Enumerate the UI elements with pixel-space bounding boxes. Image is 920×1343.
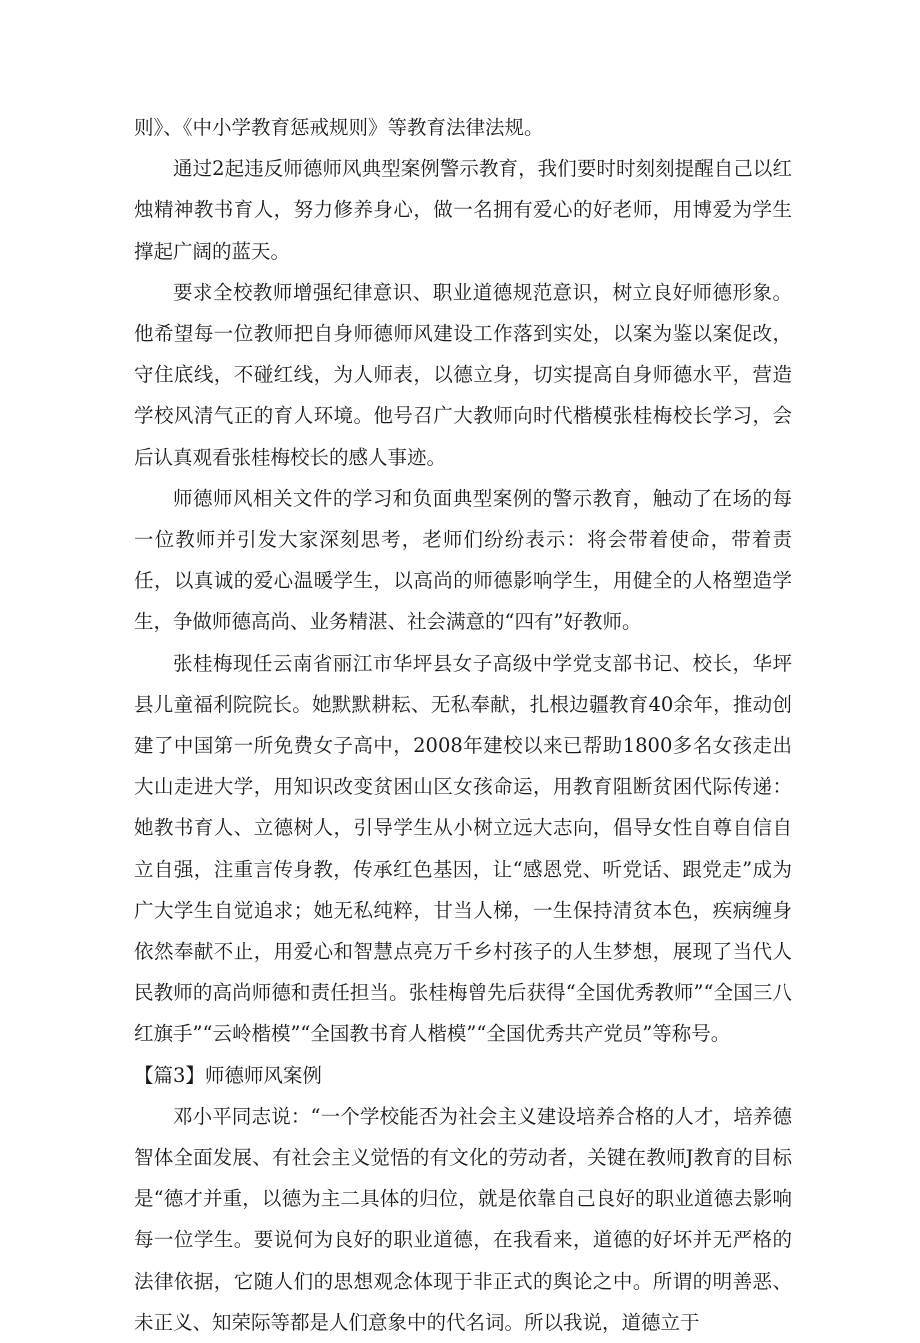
paragraph-case-warning: 通过2起违反师德师风典型案例警示教育，我们要时时刻刻提醒自己以红烛精神教书育人，努力修养身心，做一名拥有爱心的好老师，用博爱为学生撑起广阔的蓝天。 — [134, 157, 792, 263]
document-body — [134, 107, 792, 1343]
paragraph-deng-xiaoping-quote: 邓小平同志说：“一个学校能否为社会主义建设培养合格的人才，培养德智体全面发展、有社会主义觉悟的有文化的劳动者，关键在教师J教育的目标是“德才并重，以德为主二具体的归位，就是依靠自己良好的职业道德去影响每一位学生。要说何为良好的职业道德，在我看来，道德的好坏并无严格的法律依据，它随人们的思想观念体现于非正式的舆论之中。所谓的明善恶、未正义、知荣际等都是人们意象中的代名词。所以我说，道德立于 — [134, 1104, 792, 1334]
paragraph-teacher-reflection: 师德师风相关文件的学习和负面典型案例的警示教育，触动了在场的每一位教师并引发大家深刻思考，老师们纷纷表示：将会带着使命，带着责任，以真诚的爱心温暖学生，以高尚的师德影响学生，用健全的人格塑造学生，争做师德高尚、业务精湛、社会满意的“四有”好教师。 — [134, 486, 792, 634]
paragraph-zhang-guimei: 张桂梅现任云南省丽江市华坪县女子高级中学党支部书记、校长，华坪县儿童福利院院长。她默默耕耘、无私奉献，扎根边疆教育40余年，推动创建了中国第一所免费女子高中，2008年建校以来已帮助1800多名女孩走出大山走进大学，用知识改变贫困山区女孩命运，用教育阻断贫困代际传递：她教书育人、立德树人，引导学生从小树立远大志向，倡导女性自尊自信自立自强，注重言传身教，传承红色基因，让“感恩党、听党话、跟党走”成为广大学生自觉追求；她无私纯粹，甘当人梯，一生保持清贫本色，疾病缠身依然奉献不止，用爱心和智慧点亮万千乡村孩子的人生梦想，展现了当代人民教师的高尚师德和责任担当。张桂梅曾先后获得“全国优秀教师”“全国三八红旗手”“云岭楷模”“全国教书育人楷模”“全国优秀共产党员”等称号。 — [134, 651, 792, 1046]
section-heading: 【篇3】师德师风案例 — [134, 1063, 322, 1087]
paragraph-discipline-requirements: 要求全校教师增强纪律意识、职业道德规范意识，树立良好师德形象。他希望每一位教师把自身师德师风建设工作落到实处，以案为鉴以案促改，守住底线，不碰红线，为人师表，以德立身，切实提高自身师德水平，营造学校风清气正的育人环境。他号召广大教师向时代楷模张桂梅校长学习，会后认真观看张桂梅校长的感人事迹。 — [134, 280, 792, 469]
paragraph-continuation: 则》、《中小学教育惩戒规则》等教育法律法规。 — [134, 116, 544, 139]
